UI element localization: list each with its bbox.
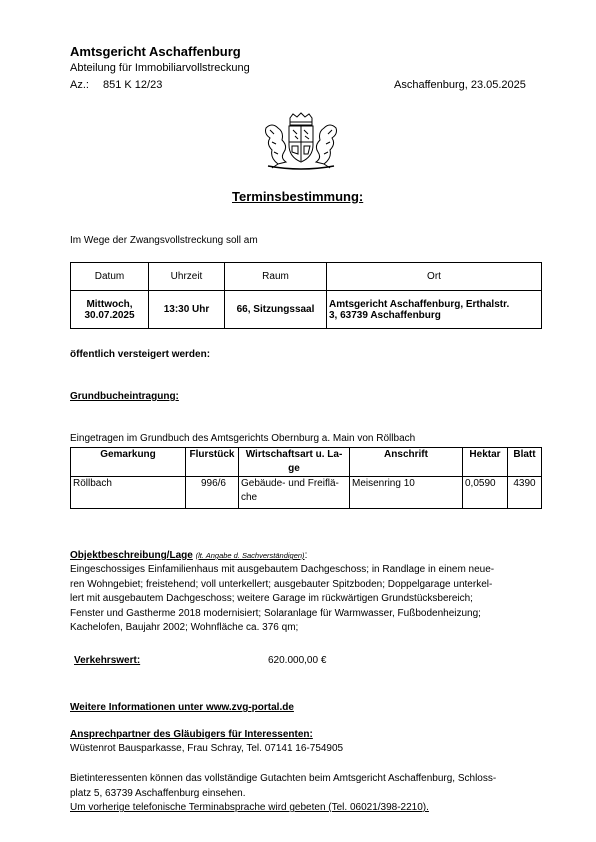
bavarian-coat-of-arms-icon	[260, 112, 342, 172]
col-blatt: Blatt	[508, 448, 542, 477]
place-line2: 3, 63739 Aschaffenburg	[329, 309, 441, 321]
col-wirtschaftsart-line1: Wirtschaftsart u. La-	[245, 449, 343, 460]
cell-flurstueck: 996/6	[186, 477, 239, 509]
auction-text: öffentlich versteigert werden:	[70, 349, 211, 360]
objekt-line: ren Wohngebiet; freistehend; voll unterkellert; ausgebauter Spitzboden; Doppelgarage unterkel-	[70, 578, 493, 590]
schedule-table	[70, 262, 542, 329]
objekt-heading: Objektbeschreibung/Lage	[70, 550, 193, 561]
cell-blatt: 4390	[508, 477, 542, 509]
objekt-line: Fenster und Gastherme 2018 modernisiert; Solaranlage für Warmwasser, Fußbodenheizung;	[70, 607, 481, 619]
grundbuch-table	[70, 447, 542, 509]
place-date: Aschaffenburg, 23.05.2025	[394, 79, 526, 91]
col-flurstueck: Flurstück	[186, 448, 239, 477]
grundbuch-registered: Eingetragen im Grundbuch des Amtsgerichts Obernburg a. Main von Röllbach	[70, 433, 416, 444]
page-title: Terminsbestimmung:	[232, 189, 364, 204]
verkehrswert-value: 620.000,00 €	[268, 655, 327, 666]
schedule-room: 66, Sitzungssaal	[225, 291, 327, 329]
info-link[interactable]: Weitere Informationen unter www.zvg-portal.de	[70, 702, 294, 713]
az-value: 851 K 12/23	[103, 79, 163, 91]
col-hektar: Hektar	[463, 448, 508, 477]
objekt-line: lert mit ausgebautem Dachgeschoss; weitere Garage im rückwärtigen Grundstücksbereich;	[70, 593, 473, 604]
cell-hektar: 0,0590	[463, 477, 508, 509]
schedule-date	[71, 291, 149, 329]
schedule-time: 13:30 Uhr	[149, 291, 225, 329]
cell-wirtschaftsart-line1: Gebäude- und Freiflä-	[241, 478, 339, 489]
objekt-line: Kachelofen, Baujahr 2002; Wohnfläche ca. 376 qm;	[70, 622, 299, 633]
header-raum: Raum	[225, 263, 327, 291]
contact-heading: Ansprechpartner des Gläubigers für Interessenten:	[70, 729, 313, 740]
place-line1: Amtsgericht Aschaffenburg, Erthalstr.	[329, 298, 510, 310]
col-wirtschaftsart-line2: ge	[288, 463, 300, 474]
col-wirtschaftsart	[239, 448, 350, 477]
cell-wirtschaftsart-line2: che	[241, 492, 258, 503]
objekt-note: (lt. Angabe d. Sachverständigen)	[195, 551, 305, 560]
header-ort: Ort	[327, 263, 542, 291]
objekt-colon: :	[304, 550, 308, 561]
col-anschrift: Anschrift	[350, 448, 463, 477]
cell-wirtschaftsart	[239, 477, 350, 509]
cell-gemarkung: Röllbach	[71, 477, 186, 509]
header-uhrzeit: Uhrzeit	[149, 263, 225, 291]
objekt-line: Eingeschossiges Einfamilienhaus mit ausgebautem Dachgeschoss; in Randlage in einem neue-	[70, 564, 495, 575]
intro-text: Im Wege der Zwangsvollstreckung soll am	[70, 235, 258, 246]
cell-anschrift: Meisenring 10	[350, 477, 463, 509]
az-label: Az.:	[70, 79, 89, 91]
date-line1: Mittwoch,	[86, 298, 133, 310]
verkehrswert-label: Verkehrswert:	[74, 655, 141, 666]
closing-line3: Um vorherige telefonische Terminabsprache wird gebeten (Tel. 06021/398-2210).	[70, 802, 429, 813]
table-row	[71, 477, 542, 509]
grundbuch-heading: Grundbucheintragung:	[70, 391, 179, 402]
objekt-description	[70, 563, 544, 636]
closing-line1: Bietinteressenten können das vollständige Gutachten beim Amtsgericht Aschaffenburg, Schloss-	[70, 773, 497, 784]
closing-line2: platz 5, 63739 Aschaffenburg einsehen.	[70, 787, 246, 799]
header-datum: Datum	[71, 263, 149, 291]
objekt-heading-line	[70, 550, 307, 561]
contact-line: Wüstenrot Bausparkasse, Frau Schray, Tel. 07141 16-754905	[70, 743, 344, 754]
col-gemarkung: Gemarkung	[71, 448, 186, 477]
schedule-place	[327, 291, 542, 329]
department: Abteilung für Immobiliarvollstreckung	[70, 62, 250, 74]
closing-text	[70, 772, 544, 816]
court-name: Amtsgericht Aschaffenburg	[70, 44, 241, 59]
date-line2: 30.07.2025	[84, 309, 135, 321]
